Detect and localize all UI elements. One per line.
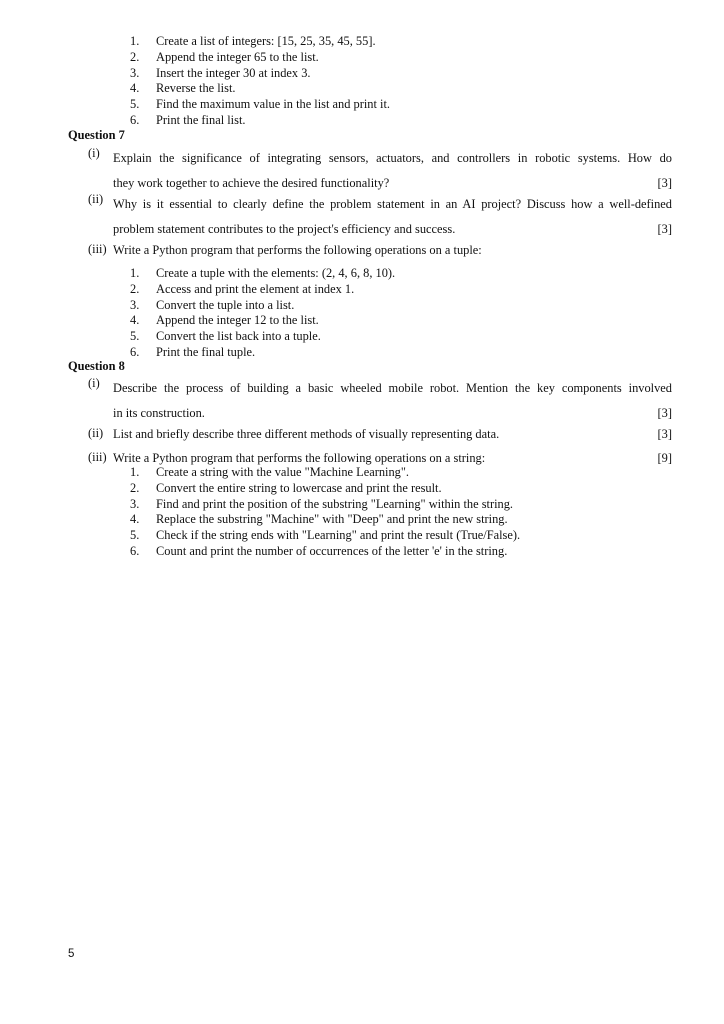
part-number: (i) bbox=[88, 146, 100, 160]
list-item: 1. Create a string with the value "Machine Learning". bbox=[130, 465, 410, 479]
question-text: problem statement contributes to the project's efficiency and success. bbox=[113, 221, 456, 236]
marks: [3] bbox=[657, 405, 672, 420]
question-7-part-iii bbox=[88, 242, 672, 258]
question-text: they work together to achieve the desired functionality? bbox=[113, 175, 390, 190]
list-tuple-operations bbox=[130, 266, 690, 361]
list-item: 2. Append the integer 65 to the list. bbox=[130, 49, 319, 64]
list-item: 6. Print the final tuple. bbox=[130, 344, 256, 359]
question-text: in its construction. bbox=[113, 405, 205, 420]
part-number: (ii) bbox=[88, 192, 104, 206]
part-number: (iii) bbox=[88, 450, 107, 464]
question-8-part-i bbox=[88, 376, 672, 425]
list-item: 1. Create a list of integers: [15, 25, 35, 45, 55]. bbox=[130, 34, 376, 48]
question-8-part-iii bbox=[88, 450, 672, 466]
question-text: Write a Python program that performs the following operations on a tuple: bbox=[113, 243, 482, 257]
list-item: 3. Convert the tuple into a list. bbox=[130, 297, 295, 312]
question-7-heading: Question 7 bbox=[68, 128, 125, 142]
page-number: 5 bbox=[68, 948, 75, 960]
marks: [3] bbox=[657, 221, 672, 236]
list-item: 4. Replace the substring "Machine" with "Deep" and print the new string. bbox=[130, 512, 508, 527]
list-item: 6. Print the final list. bbox=[130, 112, 246, 127]
question-7-part-i bbox=[88, 146, 672, 195]
question-8-heading: Question 8 bbox=[68, 359, 125, 373]
list-item: 6. Count and print the number of occurrences of the letter 'e' in the string. bbox=[130, 543, 508, 558]
question-7-part-ii bbox=[88, 192, 672, 241]
list-item: 5. Convert the list back into a tuple. bbox=[130, 329, 321, 344]
list-item: 2. Convert the entire string to lowercase and print the result. bbox=[130, 480, 442, 495]
list-item: 5. Check if the string ends with "Learning" and print the result (True/False). bbox=[130, 528, 521, 543]
question-text: Explain the significance of integrating sensors, actuators, and controllers in robotic systems. How do bbox=[113, 151, 672, 165]
question-text: Why is it essential to clearly define the problem statement in an AI project? Discuss how a well-defined bbox=[113, 197, 672, 211]
marks: [9] bbox=[657, 451, 672, 465]
list-string-operations bbox=[130, 465, 690, 560]
list-item: 1. Create a tuple with the elements: (2, 4, 6, 8, 10). bbox=[130, 266, 396, 280]
list-item: 3. Find and print the position of the substring "Learning" within the string. bbox=[130, 496, 514, 511]
question-text: Describe the process of building a basic wheeled mobile robot. Mention the key components involved bbox=[113, 381, 672, 395]
part-number: (iii) bbox=[88, 242, 107, 256]
marks: [3] bbox=[657, 427, 672, 441]
part-number: (ii) bbox=[88, 426, 104, 440]
part-number: (i) bbox=[88, 376, 100, 390]
question-text: List and briefly describe three different methods of visually representing data. bbox=[113, 427, 500, 441]
list-item: 2. Access and print the element at index 1. bbox=[130, 281, 355, 296]
list-item: 4. Reverse the list. bbox=[130, 81, 236, 96]
list-item: 4. Append the integer 12 to the list. bbox=[130, 313, 319, 328]
question-8-part-ii bbox=[88, 426, 672, 442]
question-text: Write a Python program that performs the following operations on a string: bbox=[113, 451, 486, 465]
list-item: 3. Insert the integer 30 at index 3. bbox=[130, 65, 311, 80]
list-operations bbox=[130, 34, 690, 129]
marks: [3] bbox=[657, 175, 672, 190]
list-item: 5. Find the maximum value in the list and print it. bbox=[130, 97, 391, 112]
